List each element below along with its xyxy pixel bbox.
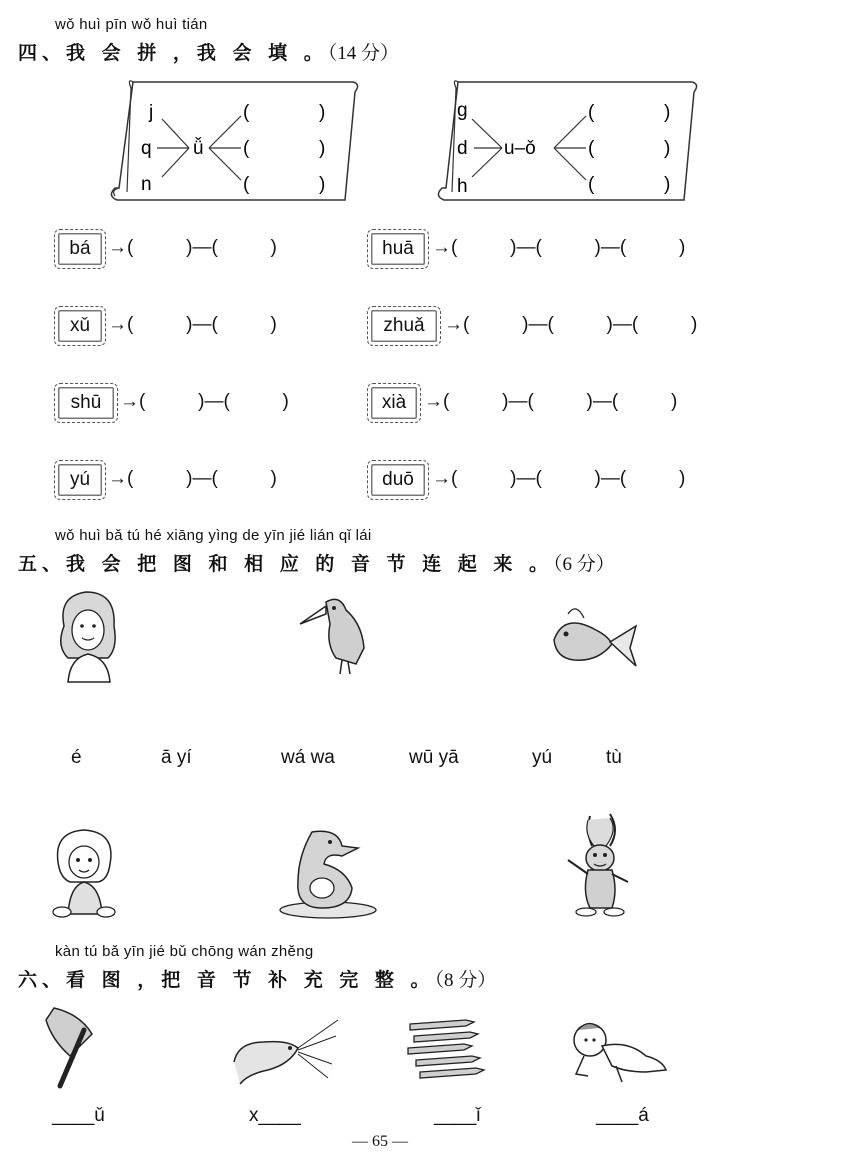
syllable-box-hua: huā [367, 229, 429, 269]
scroll2-paren-open-0: ( [588, 102, 595, 123]
scroll1-paren-open-2: ( [243, 174, 250, 195]
scroll1-left-0: j [149, 102, 154, 123]
scroll1-paren-close-0: ) [319, 102, 326, 123]
scroll2-paren-close-2: ) [664, 174, 671, 195]
scroll-2 [430, 72, 705, 207]
sec4-title [18, 38, 399, 65]
baby-crawling-icon [566, 1016, 670, 1086]
row-1-a-blanks[interactable]: →( )—( ) [108, 314, 277, 335]
option-tu[interactable]: tù [606, 747, 622, 768]
axe-icon [40, 1004, 114, 1090]
sec5-title-text: 五、我 会 把 图 和 相 应 的 音 节 连 起 来 。 [18, 553, 553, 575]
blank-i[interactable]: ____ǐ [434, 1105, 481, 1126]
row-0-b-blanks[interactable]: →( )—( )—( ) [432, 237, 686, 258]
syllable-box-xia: xià [367, 383, 421, 423]
sec6-points: （8 分） [434, 970, 497, 991]
sec4-points: （14 分） [327, 43, 399, 64]
sec6-title-text: 六、看 图 ，把 音 节 补 充 完 整 。 [18, 969, 435, 991]
option-ayi[interactable]: ā yí [161, 747, 192, 768]
scroll1-left-2: n [141, 174, 152, 195]
crow-icon [296, 588, 372, 678]
syllable-box-zhua: zhuǎ [367, 306, 441, 346]
syllable-box-duo: duō [367, 460, 429, 500]
option-yu[interactable]: yú [532, 747, 553, 768]
scroll2-left-0: g [457, 100, 468, 121]
blank-x[interactable]: x____ [249, 1105, 301, 1126]
rabbit-icon [560, 812, 632, 920]
row-3-a-blanks[interactable]: →( )—( ) [108, 468, 277, 489]
scroll1-paren-close-2: ) [319, 174, 326, 195]
row-1-b-blanks[interactable]: →( )—( )—( ) [444, 314, 698, 335]
option-wuya[interactable]: wū yā [409, 747, 459, 768]
syllable-box-xu: xǔ [54, 306, 106, 346]
scroll1-paren-open-1: ( [243, 138, 250, 159]
scroll-1 [105, 72, 365, 207]
row-2-b-blanks[interactable]: →( )—( )—( ) [424, 391, 678, 412]
row-3-b-blanks[interactable]: →( )—( )—( ) [432, 468, 686, 489]
scroll1-center: ǚ [193, 138, 204, 159]
scroll1-paren-close-1: ) [319, 138, 326, 159]
scroll2-paren-close-1: ) [664, 138, 671, 159]
sec6-title [18, 965, 496, 992]
scroll2-center: u–ǒ [504, 138, 536, 159]
scroll1-left-1: q [141, 138, 152, 159]
sec5-pinyin: wǒ huì bǎ tú hé xiāng yìng de yīn jié lián qǐ lái [55, 527, 372, 544]
doll-icon [48, 824, 122, 920]
option-wawa[interactable]: wá wa [281, 747, 335, 768]
scroll1-paren-open-0: ( [243, 102, 250, 123]
scroll2-paren-open-1: ( [588, 138, 595, 159]
goose-icon [276, 826, 378, 922]
syllable-box-ba: bá [54, 229, 106, 269]
syllable-box-yu: yú [54, 460, 106, 500]
blank-u[interactable]: ____ǔ [52, 1105, 105, 1126]
girl-icon [52, 586, 124, 686]
row-2-a-blanks[interactable]: →( )—( ) [120, 391, 289, 412]
sec5-points: （6 分） [553, 554, 615, 575]
sec4-pinyin: wǒ huì pīn wǒ huì tián [55, 16, 208, 33]
scroll2-paren-close-0: ) [664, 102, 671, 123]
fish-icon [546, 600, 638, 678]
sec5-title [18, 549, 615, 576]
sec6-pinyin: kàn tú bǎ yīn jié bǔ chōng wán zhěng [55, 943, 314, 960]
row-0-a-blanks[interactable]: →( )—( ) [108, 237, 277, 258]
option-e[interactable]: é [71, 747, 82, 768]
shrimp-icon [228, 1012, 340, 1088]
syllable-box-shu: shū [54, 383, 118, 423]
sec4-title-text: 四、我 会 拼 ，我 会 填 。 [18, 42, 328, 64]
scroll2-paren-open-2: ( [588, 174, 595, 195]
pencils-icon [404, 1018, 488, 1088]
scroll2-left-1: d [457, 138, 468, 159]
blank-a[interactable]: ____á [596, 1105, 649, 1126]
page-number: — 65 — [352, 1133, 408, 1150]
scroll2-left-2: h [457, 176, 468, 197]
